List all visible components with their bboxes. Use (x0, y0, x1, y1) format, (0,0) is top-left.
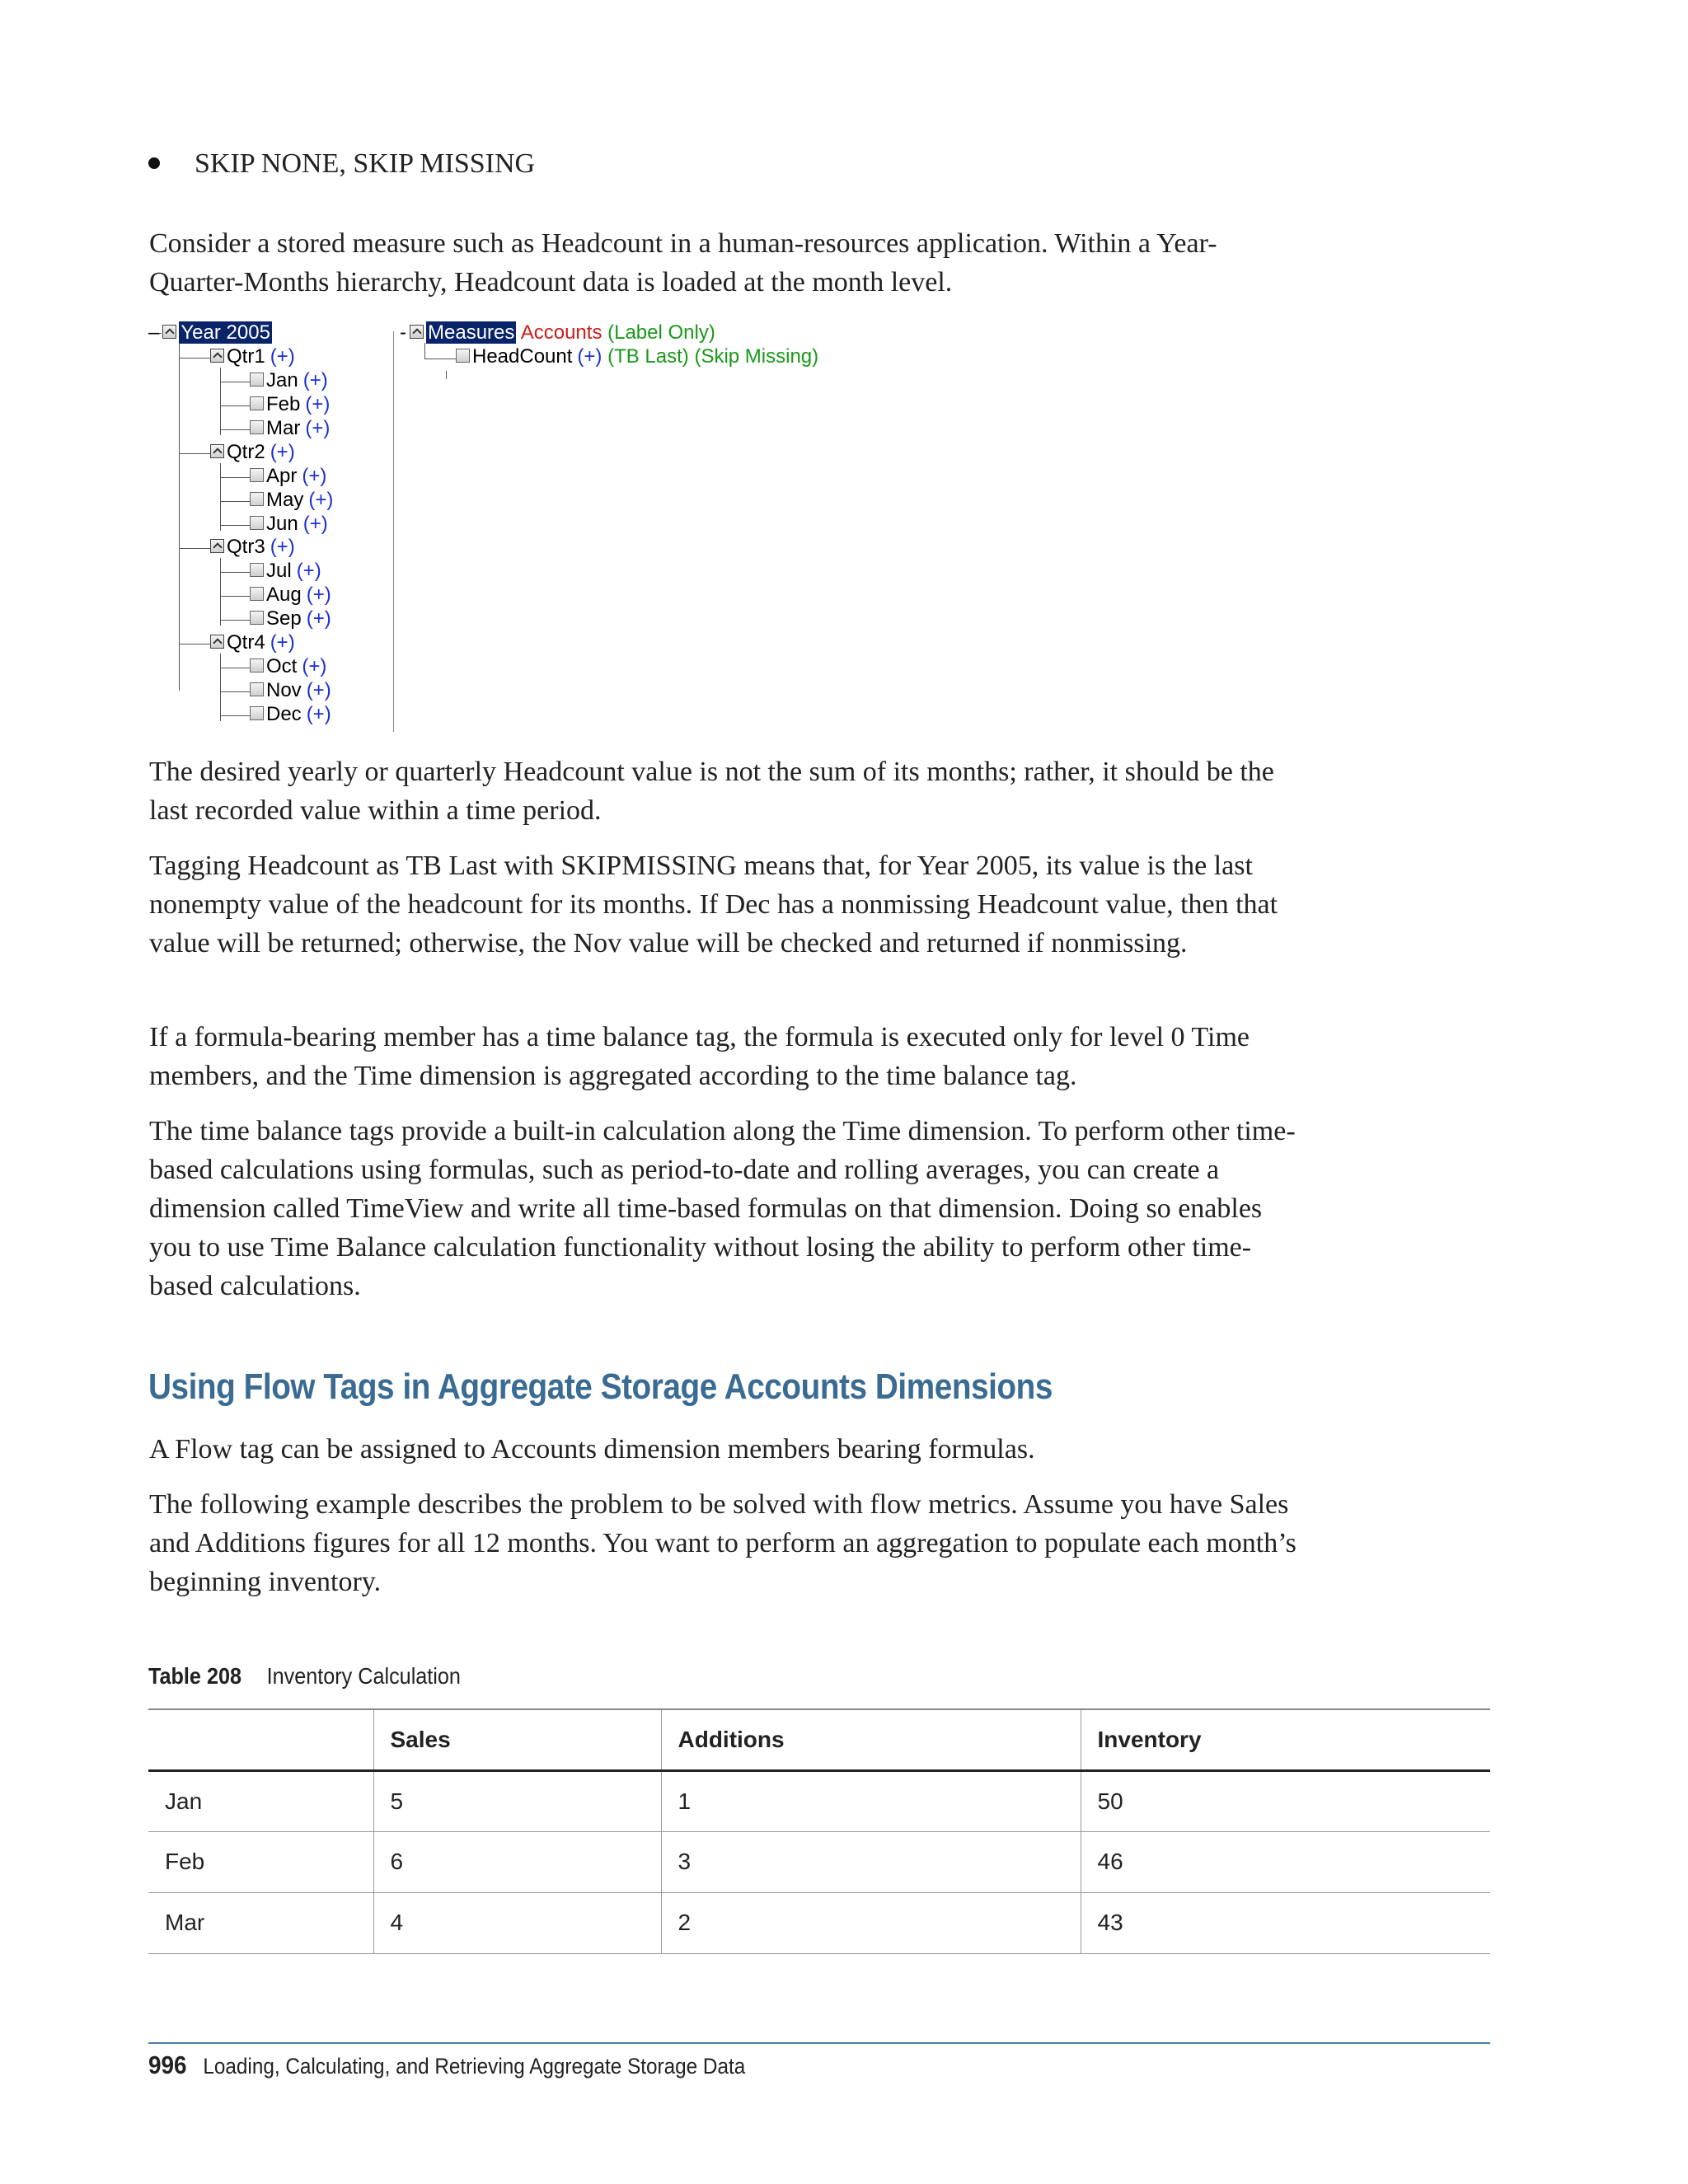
storage-property-label: (Label Only) (607, 321, 715, 344)
consolidation-operator: (+) (306, 703, 331, 725)
tree-vline (220, 368, 221, 435)
tree-node-label: Qtr3 (227, 536, 265, 558)
member-icon (250, 587, 264, 601)
tree-node-label: Qtr1 (227, 345, 265, 368)
tree-connector (220, 572, 250, 573)
member-icon (250, 492, 264, 506)
section-heading: Using Flow Tags in Aggregate Storage Accounts Dimensions (148, 1366, 1053, 1407)
consolidation-operator: (+) (296, 560, 321, 582)
table-row (148, 1770, 1490, 1831)
tree-node-label: Qtr4 (227, 631, 265, 654)
member-icon (250, 706, 264, 720)
tree-connector (220, 477, 250, 478)
consolidation-operator: (+) (305, 417, 331, 439)
table-cell-inventory: 50 (1081, 1770, 1490, 1831)
paragraph-flow-tag: A Flow tag can be assigned to Accounts dimension members bearing formulas. (149, 1434, 1035, 1465)
paragraph-headcount-intro: Consider a stored measure such as Headcount in a human-resources application. Within a Year-Quarter-Months hierarchy, Headcount data is loaded at the month level. (149, 228, 1217, 298)
table-title: Inventory Calculation (266, 1663, 461, 1689)
column-header-additions: Additions (661, 1709, 1081, 1770)
tree-vline (220, 558, 221, 626)
tree-node-jun[interactable] (250, 513, 328, 536)
consolidation-operator: (+) (306, 583, 331, 606)
inventory-table (148, 1708, 1490, 1954)
tree-node-label: Oct (266, 655, 298, 677)
measures-outline-tree (400, 321, 861, 387)
member-icon (250, 611, 264, 625)
table-number: Table 208 (148, 1663, 242, 1689)
tree-node-aug[interactable] (250, 583, 331, 607)
time-outline-tree (148, 321, 396, 733)
tree-node-label: May (266, 489, 304, 511)
collapse-icon[interactable]: – (148, 321, 160, 344)
member-icon (250, 373, 264, 387)
table-cell-inventory: 46 (1081, 1831, 1490, 1892)
consolidation-operator: (+) (270, 441, 295, 463)
paragraph-timeview: The time balance tags provide a built-in calculation along the Time dimension. To perform other time-based calculations using formulas, such as period-to-date and rolling averages, you can create a dimension called TimeView and write all time-based formulas on that dimension. Doing so enables you to use Time Balance calculation functionality without losing the ability to perform other time-based calculations. (149, 1116, 1296, 1301)
tree-connector (179, 548, 210, 549)
tree-node-label: Dec (266, 703, 302, 725)
consolidation-operator: (+) (306, 679, 331, 701)
tree-node-label: Qtr2 (227, 441, 265, 463)
table-cell-additions: 2 (661, 1892, 1081, 1953)
footer-title: Loading, Calculating, and Retrieving Aggregate Storage Data (203, 2054, 746, 2079)
column-header (148, 1709, 373, 1770)
bullet-item (148, 148, 535, 180)
tree-connector (220, 405, 250, 406)
tree-node-headcount[interactable] (456, 345, 818, 368)
member-icon (250, 468, 264, 482)
tree-connector (179, 453, 210, 454)
tree-node-jan[interactable] (250, 369, 328, 392)
footer-rule (148, 2042, 1490, 2044)
consolidation-operator: (+) (302, 655, 327, 677)
consolidation-operator: (+) (305, 393, 331, 415)
bullet-dot (148, 157, 160, 169)
tree-node-apr[interactable] (250, 465, 326, 488)
tree-node-label: Jun (266, 513, 298, 535)
consolidation-operator: (+) (302, 465, 327, 487)
tree-vline (424, 343, 425, 359)
tree-node-qtr1[interactable] (210, 345, 295, 368)
table-cell-month: Mar (165, 1910, 205, 1935)
page-footer (148, 2050, 745, 2080)
skip-label: (Skip Missing) (694, 345, 819, 368)
tree-node-mar[interactable] (250, 417, 330, 440)
expanded-icon[interactable] (210, 539, 224, 553)
member-icon (250, 396, 264, 410)
table-cell-month: Feb (165, 1849, 205, 1874)
consolidation-operator: (+) (270, 631, 295, 654)
expanded-icon[interactable] (410, 325, 424, 339)
column-header-inventory: Inventory (1081, 1709, 1490, 1770)
tree-node-label: Jul (266, 560, 292, 582)
table-cell-sales: 6 (373, 1831, 661, 1892)
tree-node-label: Year 2005 (181, 321, 270, 344)
tree-node-dec[interactable] (250, 703, 331, 726)
tree-connector (220, 429, 250, 430)
tree-node-sep[interactable] (250, 607, 331, 630)
tree-node-label: Sep (266, 607, 302, 630)
tree-connector (179, 358, 210, 359)
consolidation-operator: (+) (577, 345, 603, 368)
expanded-icon[interactable] (210, 349, 224, 363)
table-cell-month: Jan (165, 1788, 203, 1814)
member-icon (456, 349, 470, 363)
table-row (148, 1892, 1490, 1953)
table-cell-additions: 3 (661, 1831, 1081, 1892)
table-row (148, 1831, 1490, 1892)
tree-node-qtr2[interactable] (210, 441, 295, 464)
tree-node-year-2005[interactable] (148, 321, 272, 344)
table-caption (148, 1663, 461, 1690)
tree-node-oct[interactable] (250, 655, 326, 678)
tree-connector (220, 691, 250, 692)
expanded-icon[interactable] (162, 325, 176, 339)
tree-node-label: Aug (266, 583, 302, 606)
table-header-row (148, 1709, 1490, 1770)
tree-root-vline (179, 343, 180, 691)
tree-vline (220, 654, 221, 721)
tree-node-qtr4[interactable] (210, 631, 295, 654)
tree-node-label: Feb (266, 393, 301, 415)
member-icon (250, 420, 264, 434)
outline-figure (148, 321, 857, 733)
consolidation-operator: (+) (302, 369, 328, 391)
consolidation-operator: (+) (270, 345, 295, 368)
table-cell-inventory: 43 (1081, 1892, 1490, 1953)
page-number: 996 (148, 2050, 187, 2079)
tree-connector (220, 501, 250, 502)
tree-node-feb[interactable] (250, 393, 330, 416)
expanded-icon[interactable] (210, 635, 224, 649)
table-cell-sales: 4 (373, 1892, 661, 1953)
consolidation-operator: (+) (270, 536, 295, 558)
tree-node-jul[interactable] (250, 560, 321, 583)
tree-node-label: HeadCount (472, 345, 573, 368)
bullet-text: SKIP NONE, SKIP MISSING (195, 148, 536, 179)
member-icon (250, 682, 264, 696)
expanded-icon[interactable] (210, 444, 224, 458)
member-icon (250, 563, 264, 577)
tree-node-may[interactable] (250, 489, 333, 512)
tree-vline (220, 463, 221, 531)
member-icon (250, 516, 264, 530)
member-icon (250, 658, 264, 673)
tree-node-label: Nov (266, 679, 302, 701)
tree-node-label: Measures (428, 321, 515, 344)
column-header-sales: Sales (373, 1709, 661, 1770)
table-cell-sales: 5 (373, 1770, 661, 1831)
time-balance-label: (TB Last) (607, 345, 689, 368)
dimension-type-label: Accounts (520, 321, 603, 344)
paragraph-formula-tag: If a formula-bearing member has a time balance tag, the formula is executed only for level 0 Time members, and the Time dimension is aggregated according to the time balance tag. (149, 1022, 1250, 1091)
collapse-icon[interactable]: - (400, 321, 406, 344)
paragraph-desired-value: The desired yearly or quarterly Headcount value is not the sum of its months; rather, it should be the last recorded value within a time period. (149, 757, 1274, 826)
tree-node-label: Jan (266, 369, 298, 391)
tree-connector (220, 715, 250, 716)
consolidation-operator: (+) (308, 489, 334, 511)
consolidation-operator: (+) (306, 607, 331, 630)
paragraph-flow-example: The following example describes the problem to be solved with flow metrics. Assume you have Sales and Additions figures for all 12 months. You want to perform an aggregation to populate each month’s beginning inventory. (149, 1489, 1296, 1597)
tree-node-measures[interactable] (400, 321, 715, 344)
tree-node-nov[interactable] (250, 679, 331, 702)
pane-divider (393, 331, 394, 732)
tree-vline (446, 371, 447, 379)
consolidation-operator: (+) (302, 513, 328, 535)
table-cell-additions: 1 (661, 1770, 1081, 1831)
tree-connector (220, 525, 250, 526)
tree-node-label: Apr (266, 465, 298, 487)
tree-node-label: Mar (266, 417, 301, 439)
tree-connector (220, 596, 250, 597)
tree-connector (220, 620, 250, 621)
paragraph-tb-last: Tagging Headcount as TB Last with SKIPMISSING means that, for Year 2005, its value is the last nonempty value of the headcount for its months. If Dec has a nonmissing Headcount value, then that value will be returned; otherwise, the Nov value will be checked and returned if nonmissing. (149, 851, 1278, 958)
tree-node-qtr3[interactable] (210, 536, 295, 559)
